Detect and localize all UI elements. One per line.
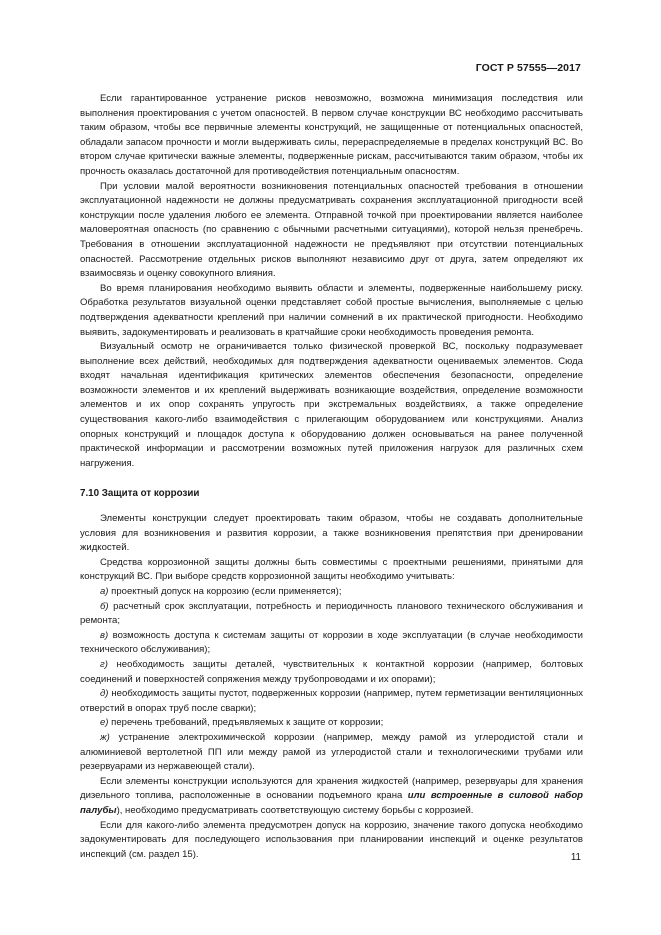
list-item (80, 658, 583, 687)
page-number: 11 (570, 852, 581, 863)
list-item (80, 731, 583, 775)
list-item-text: необходимость защиты пустот, подверженных коррозии (например, путем герметизации вентиляционных отверстий в опорах труб после сварки); (80, 688, 583, 714)
list-item-text: перечень требований, предъявляемых к защите от коррозии; (108, 717, 384, 729)
paragraph: Элементы конструкции следует проектировать таким образом, чтобы не создавать дополнительные условия для возникновения и развития коррозии, а также возникновения препятствия при дренировании жидкостей. (80, 513, 583, 554)
paragraph: Средства коррозионной защиты должны быть совместимы с проектными решениями, принятыми для конструкций ВС. При выборе средств коррозионной защиты необходимо учитывать: (80, 556, 583, 583)
emphasis-text: или встроенные в силовой набор палубы (80, 790, 583, 816)
list-item (80, 600, 583, 629)
text-run: ), необходимо предусматривать соответствующую систему борьбы с коррозией. (116, 804, 474, 816)
paragraph: Если гарантированное устранение рисков невозможно, возможна минимизация последствия или выполнения проектирования с учетом опасностей. В первом случае конструкции ВС необходимо рассчитывать таким образом, чтобы все первичные элементы конструкций, не защищенные от потенциальных опасностей, обладали запасом прочности и могли выдерживать силы, перераспределяемые в пределах конструкций ВС. Во втором случае критически важные элементы, подверженные рискам, рассчитываются таким образом, чтобы их прочность оказалась достаточной для противодействия потенциальным опасностям. (80, 93, 583, 177)
list-marker: б) (100, 600, 109, 612)
list-marker: е) (100, 717, 109, 729)
section-title: 7.10 Защита от коррозии (80, 488, 200, 500)
list-item-text: расчетный срок эксплуатации, потребность и периодичность планового технического обслуживания и ремонта; (80, 600, 583, 627)
list-marker: ж) (100, 731, 110, 743)
list-marker: д) (100, 688, 109, 700)
list-item (80, 629, 583, 658)
list-item-text: проектный допуск на коррозию (если применяется); (108, 586, 342, 597)
list-item-text: возможность доступа к системам защиты от коррозии в ходе эксплуатации (в случае необходимости технического обслуживания); (80, 629, 583, 656)
list-item-text: устранение электрохимической коррозии (например, между рамой из углеродистой стали и алюминиевой вертолетной ПП или между рамой из углеродистой стали и технологическими трубами или резервуарами из нержавеющей стали). (80, 731, 583, 773)
list-marker: а) (100, 586, 109, 597)
page-content (80, 92, 583, 862)
list-item (80, 585, 583, 600)
paragraph: Если для какого-либо элемента предусмотрен допуск на коррозию, значение такого допуска необходимо задокументировать для последующего использования при планировании инспекций и оценке результатов инспекций (см. раздел 15). (80, 819, 583, 860)
list-marker: г) (100, 658, 108, 670)
list-item (80, 716, 583, 731)
paragraph: Во время планирования необходимо выявить области и элементы, подверженные наибольшему риску. Обработка результатов визуальной оценки представляет собой простые вычисления, выполняемые с целью подтверждения адекватности креплений при наличии сомнений в их практической пригодности. Необходимо выявить, задокументировать и реализовать в кратчайшие сроки необходимость проведения ремонта. (80, 282, 583, 338)
list-marker: в) (100, 629, 109, 641)
list-item (80, 687, 583, 716)
list-item-text: необходимость защиты деталей, чувствительных к контактной коррозии (например, болтовых соединений и поверхностей сопряжения между трубопроводами и их опорами); (80, 658, 583, 685)
text-run: Если элементы конструкции используются для хранения жидкостей (например, резервуары для хранения дизельного топлива, расположенные в основании подъемного крана (80, 775, 583, 802)
document-header: ГОСТ Р 57555—2017 (475, 62, 581, 74)
paragraph: При условии малой вероятности возникновения потенциальных опасностей требования в отношении эксплуатационной надежности не должны предусматривать сохранения эксплуатационной пригодности всей конструкции после удаления любого ее элемента. Отправной точкой при проектировании является наиболее маловероятная опасность (по сравнению с обычными расчетными ситуациями), которой нельзя пренебречь. Требования в отношении эксплуатационной надежности не предъявляют при отсутствии потенциальных опасностей. Рассмотрение отдельных рисков выполняют независимо друг от друга, затем определяют их взаимосвязь и оценку совокупного влияния. (80, 180, 583, 280)
paragraph: Визуальный осмотр не ограничивается только физической проверкой ВС, поскольку подразумевает выполнение всех действий, необходимых для подтверждения адекватности оцениваемых элементов. Сюда входят начальная идентификация критических элементов обеспечения безопасности, определение возможности элементов и их креплений выдерживать возникающие воздействия, определение возможности элементов и их опор сохранять упругость при экстремальных воздействиях, а также определение существования какого-либо взаимодействия с прилегающим оборудованием или конструкциями. Анализ опорных конструкций и площадок доступа к оборудованию должен основываться на ранее полученной практической информации и рассмотрении возможных путей приложения нагрузок для различных схем нагружения. (80, 341, 583, 469)
paragraph (80, 775, 583, 819)
